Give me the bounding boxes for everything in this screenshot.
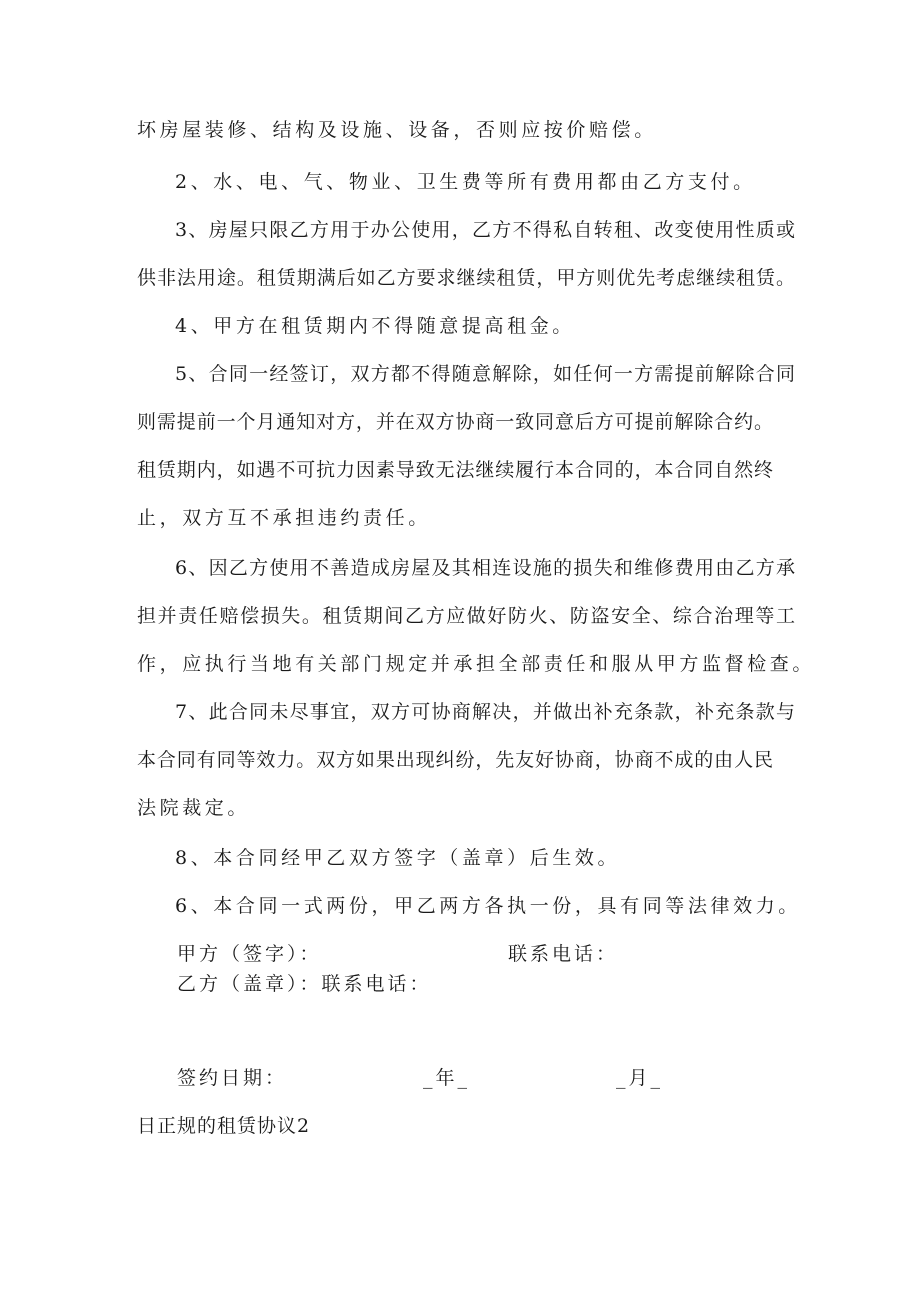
sign-date-month: _月_ [616, 1067, 664, 1089]
clause-7-line-2: 本合同有同等效力。双方如果出现纠纷，先友好协商，协商不成的由人民 [137, 749, 773, 771]
party-b-seal-label: 乙方（盖章）：联系电话： [177, 973, 432, 995]
clause-5-line-2: 则需提前一个月通知对方，并在双方协商一致同意后方可提前解除合约。 [137, 411, 773, 433]
clause-6-line-3: 作，应执行当地有关部门规定并承担全部责任和服从甲方监督检查。 [137, 653, 816, 675]
clause-3-line-2: 供非法用途。租赁期满后如乙方要求继续租赁，甲方则优先考虑继续租赁。 [137, 267, 795, 289]
party-a-contact-label: 联系电话： [508, 943, 619, 965]
clause-4: 4、甲方在租赁期内不得随意提高租金。 [175, 315, 575, 337]
footer-title: 日正规的租赁协议2 [137, 1115, 311, 1137]
clause-8: 8、本合同经甲乙双方签字（盖章）后生效。 [175, 847, 621, 869]
clause-5-line-4: 止，双方互不承担违约责任。 [137, 507, 431, 529]
text-line-1: 坏房屋装修、结构及设施、设备，否则应按价赔偿。 [137, 119, 657, 141]
clause-7-line-3: 法院裁定。 [137, 797, 251, 819]
sign-date-label: 签约日期： [177, 1067, 288, 1089]
clause-6-line-2: 担并责任赔偿损失。租赁期间乙方应做好防火、防盗安全、综合治理等工 [137, 605, 795, 627]
clause-copies: 6、本合同一式两份，甲乙两方各执一份，具有同等法律效力。 [175, 895, 801, 917]
clause-5-line-1: 5、合同一经签订，双方都不得随意解除，如任何一方需提前解除合同 [175, 363, 795, 385]
clause-2: 2、水、电、气、物业、卫生费等所有费用都由乙方支付。 [175, 171, 756, 193]
clause-6-line-1: 6、因乙方使用不善造成房屋及其相连设施的损失和维修费用由乙方承 [175, 557, 795, 579]
clause-7-line-1: 7、此合同未尽事宜，双方可协商解决，并做出补充条款，补充条款与 [175, 701, 795, 723]
sign-date-year: _年_ [423, 1067, 471, 1089]
clause-5-line-3: 租赁期内，如遇不可抗力因素导致无法继续履行本合同的，本合同自然终 [137, 459, 773, 481]
clause-3-line-1: 3、房屋只限乙方用于办公使用，乙方不得私自转租、改变使用性质或 [175, 219, 795, 241]
party-a-signature-label: 甲方（签字）： [177, 943, 322, 965]
